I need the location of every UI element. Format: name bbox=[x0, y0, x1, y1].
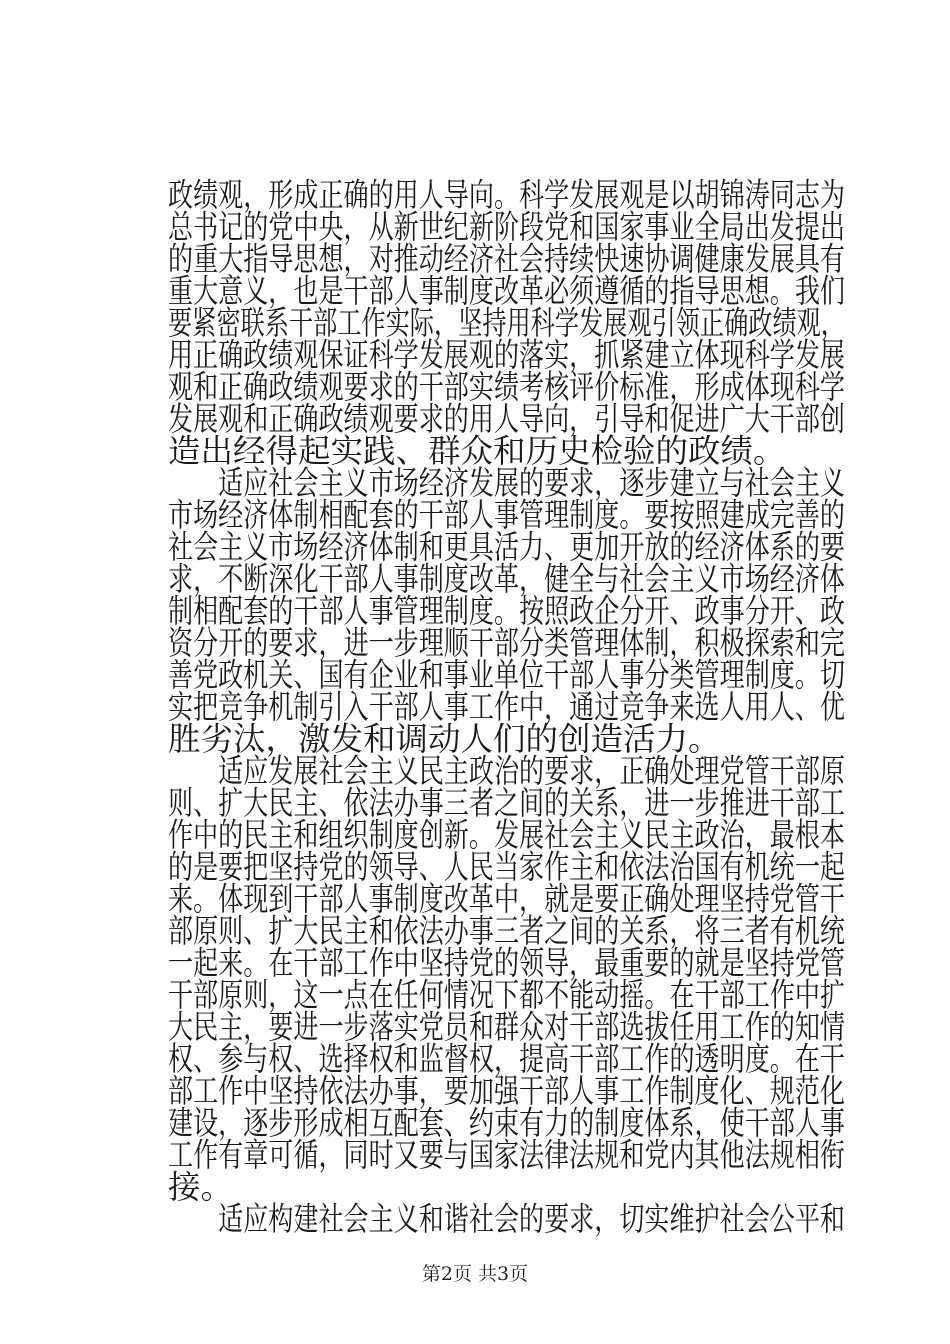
text-line: 求，不断深化干部人事制度改革，健全与社会主义市场经济体 bbox=[168, 560, 845, 598]
text-line: 善党政机关、国有企业和事业单位干部人事分类管理制度。切 bbox=[168, 656, 845, 694]
text-line: 来。体现到干部人事制度改革中，就是要正确处理坚持党管干 bbox=[168, 880, 845, 918]
text-line: 适应社会主义市场经济发展的要求，逐步建立与社会主义 bbox=[168, 464, 845, 502]
text-line: 重大意义，也是干部人事制度改革必须遵循的指导思想。我们 bbox=[168, 272, 845, 310]
text-line: 干部原则，这一点在任何情况下都不能动摇。在干部工作中扩 bbox=[168, 976, 845, 1014]
text-line: 资分开的要求，进一步理顺干部分类管理体制，积极探索和完 bbox=[168, 624, 845, 662]
text-line: 权、参与权、选择权和监督权，提高干部工作的透明度。在干 bbox=[168, 1040, 845, 1078]
text-line: 实把竞争机制引入干部人事工作中，通过竞争来选人用人、优 bbox=[168, 688, 845, 726]
text-line: 用正确政绩观保证科学发展观的落实，抓紧建立体现科学发展 bbox=[168, 336, 845, 374]
page-number-footer: 第2页 共3页 bbox=[421, 1263, 529, 1285]
text-line: 一起来。在干部工作中坚持党的领导，最重要的就是坚持党管 bbox=[168, 944, 845, 982]
text-line: 制相配套的干部人事管理制度。按照政企分开、政事分开、政 bbox=[168, 592, 845, 630]
text-line: 的重大指导思想，对推动经济社会持续快速协调健康发展具有 bbox=[168, 240, 845, 278]
text-line: 适应构建社会主义和谐社会的要求，切实维护社会公平和 bbox=[168, 1200, 845, 1238]
text-line: 政绩观，形成正确的用人导向。科学发展观是以胡锦涛同志为 bbox=[168, 176, 845, 214]
text-line: 胜劣汰，激发和调动人们的创造活力。 bbox=[168, 720, 721, 758]
text-line: 则、扩大民主、依法办事三者之间的关系，进一步推进干部工 bbox=[168, 784, 845, 822]
text-line: 市场经济体制相配套的干部人事管理制度。要按照建成完善的 bbox=[168, 496, 845, 534]
text-line: 建设，逐步形成相互配套、约束有力的制度体系，使干部人事 bbox=[168, 1104, 845, 1142]
text-line: 部原则、扩大民主和依法办事三者之间的关系，将三者有机统 bbox=[168, 912, 845, 950]
text-line: 造出经得起实践、群众和历史检验的政绩。 bbox=[168, 432, 786, 470]
text-line: 总书记的党中央，从新世纪新阶段党和国家事业全局出发提出 bbox=[168, 208, 845, 246]
text-line: 要紧密联系干部工作实际，坚持用科学发展观引领正确政绩观， bbox=[168, 304, 845, 342]
text-line: 的是要把坚持党的领导、人民当家作主和依法治国有机统一起 bbox=[168, 848, 845, 886]
text-line: 作中的民主和组织制度创新。发展社会主义民主政治，最根本 bbox=[168, 816, 845, 854]
text-line: 适应发展社会主义民主政治的要求，正确处理党管干部原 bbox=[168, 752, 845, 790]
text-line: 观和正确政绩观要求的干部实绩考核评价标准，形成体现科学 bbox=[168, 368, 845, 406]
text-line: 接。 bbox=[168, 1168, 234, 1206]
text-line: 部工作中坚持依法办事，要加强干部人事工作制度化、规范化 bbox=[168, 1072, 845, 1110]
text-line: 发展观和正确政绩观要求的用人导向，引导和促进广大干部创 bbox=[168, 400, 845, 438]
text-line: 社会主义市场经济体制和更具活力、更加开放的经济体系的要 bbox=[168, 528, 845, 566]
text-line: 工作有章可循，同时又要与国家法律法规和党内其他法规相衔 bbox=[168, 1136, 845, 1174]
text-line: 大民主，要进一步落实党员和群众对干部选拔任用工作的知情 bbox=[168, 1008, 845, 1046]
